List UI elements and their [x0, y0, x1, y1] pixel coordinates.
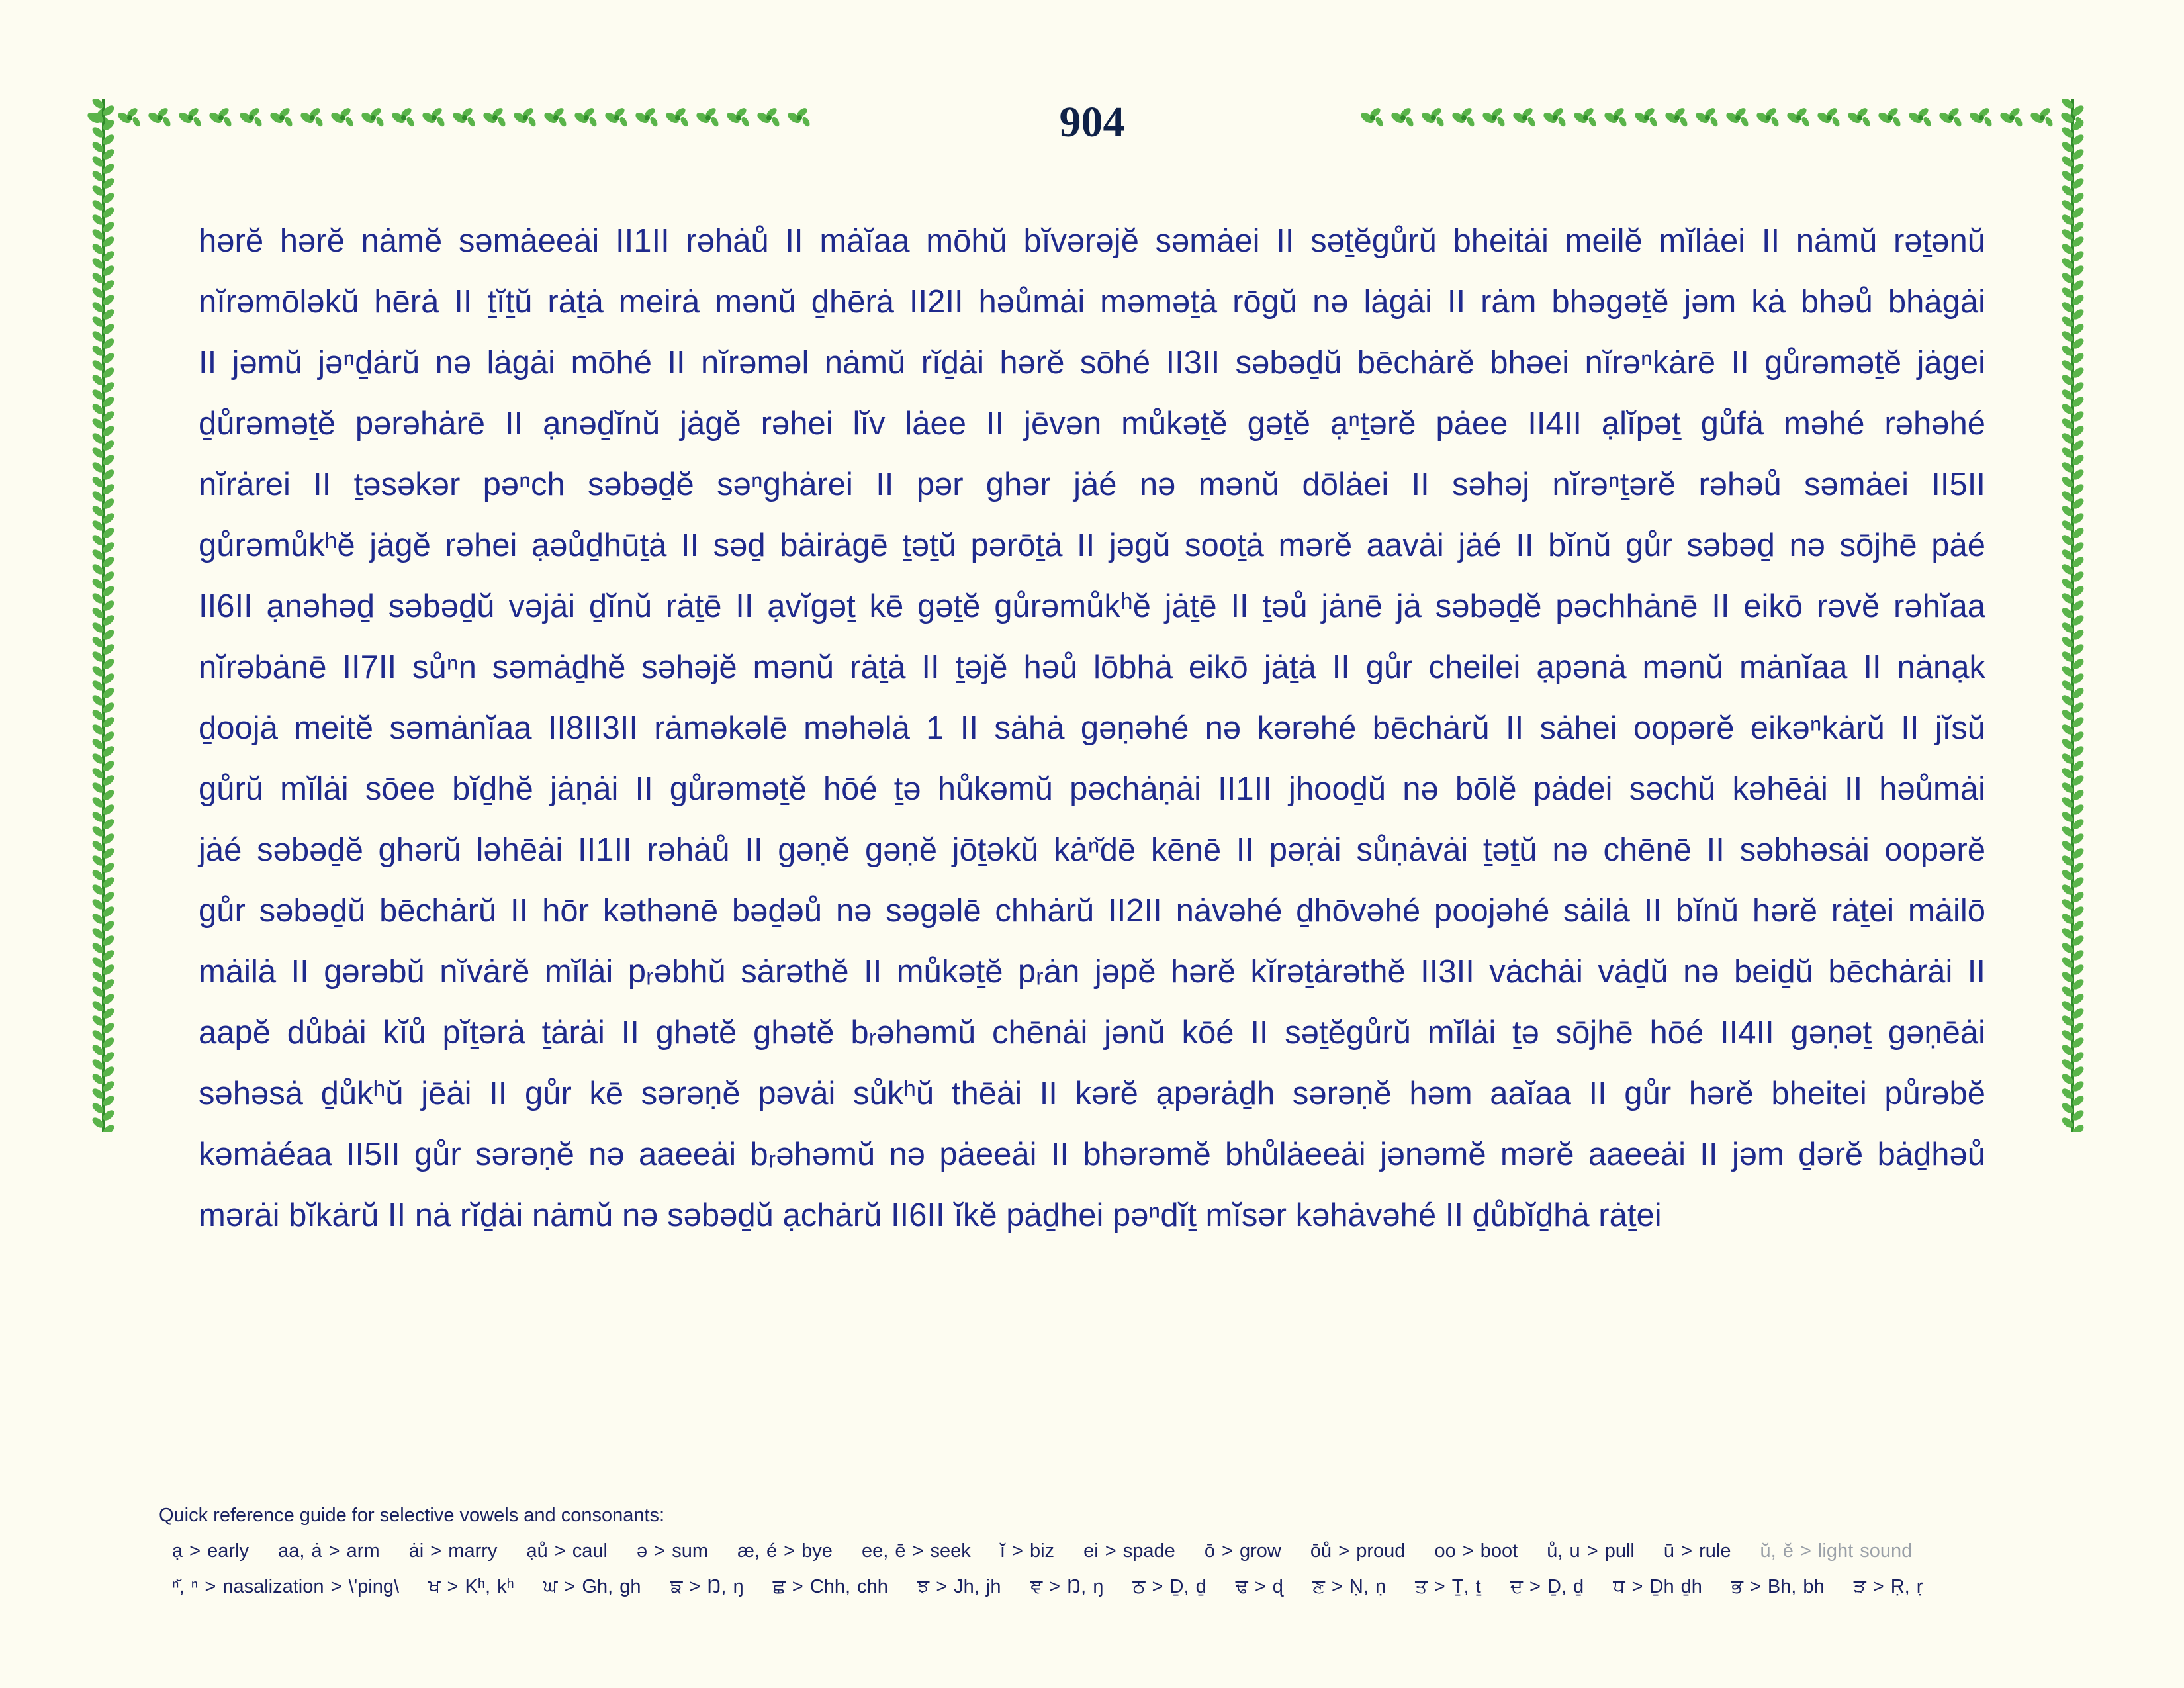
guide-consonant: ਦ > Ḏ, ḏ: [1510, 1576, 1584, 1597]
guide-consonants-row: [159, 1569, 2038, 1605]
vine-border-icon: [91, 99, 116, 1132]
guide-consonant: ੜ > Ṛ, ṛ: [1853, 1576, 1923, 1597]
verse-line: səhəsȧ ḏůkʰŭ jēȧi II gůr kē sərəṇĕ pəvȧi sůkʰŭ thēȧi II kərĕ ạpərȧḏh sərəṇĕ həm aaĭaa II gůr hərĕ bheitei půrəbĕ: [199, 1076, 1985, 1111]
vine-border-icon: [87, 106, 811, 128]
page-number: 904: [1059, 98, 1125, 146]
reference-guide: [159, 1497, 2038, 1605]
verse-line: jȧé səbəḏĕ ghərŭ ləhēȧi II1II rəhȧů II gəṇĕ gəṇĕ jōṯəkŭ kȧⁿ̆dē kēnē II pəṛȧi sůṇȧvȧi ṯəṯŭ nə chēnē II səbhəsȧi oopərĕ: [199, 832, 1985, 868]
guide-consonant: ਖ > Kʰ, kʰ: [428, 1576, 514, 1597]
verse-line: mərȧi bĭkȧrŭ II nȧ rĭḏȧi nȧmŭ nə səbəḏŭ ạchȧrŭ II6II ĭkĕ pȧḏhei pəⁿdĭṯ mĭsər kəhȧvəhé II ḏůbĭḏhȧ rȧṯei: [199, 1197, 1662, 1233]
guide-vowel: ȧi > marry: [408, 1540, 498, 1562]
verse-line: nĭrəmōləkŭ hērȧ II ṯĭṯŭ rȧṯȧ meirȧ mənŭ ḏhērȧ II2II həůmȧi məməṯȧ rōgŭ nə lȧgȧi II rȧm bhəgəṯĕ jəm kȧ bhəů bhȧgȧi: [199, 284, 1985, 320]
verse-line: aapĕ důbȧi kĭů pĭṯərȧ ṯȧrȧi II ghətĕ ghətĕ bᵣəhəmŭ chēnȧi jənŭ kōé II səṯĕgůrŭ mĭlȧi ṯə sōjhē hōé II4II gəṇəṯ gəṇēȧi: [199, 1015, 1985, 1051]
verse-line: gůrŭ mĭlȧi sōee bĭḏhĕ jȧṇȧi II gůrəməṯĕ hōé ṯə hůkəmŭ pəchȧṇȧi II1II jhooḏŭ nə bōlĕ pȧdei səchŭ kəhēȧi II həůmȧi: [199, 771, 1985, 807]
vine-border-top-left: [87, 99, 818, 136]
guide-consonant: ਤ > Ṯ, ṯ: [1415, 1576, 1481, 1597]
guide-consonant: ਝ > Jh, jh: [917, 1576, 1001, 1597]
guide-heading: Quick reference guide for selective vowels and consonants:: [159, 1505, 665, 1526]
verse-line: gůr səbəḏŭ bēchȧrŭ II hōr kəthənē bəḏəů nə səgəlē chhȧrŭ II2II nȧvəhé ḏhōvəhé poojəhé sȧilȧ II bĭnŭ hərĕ rȧṯei mȧilō: [199, 893, 1985, 929]
verse-line: gůrəmůkʰĕ jȧgĕ rəhei ạəůḏhūṯȧ II səḏ bȧirȧgē ṯəṯŭ pərōṯȧ II jəgŭ sooṯȧ mərĕ aavȧi jȧé II bĭnŭ gůr səbəḏ nə sōjhē pȧé: [199, 528, 1985, 563]
guide-vowel: ō > grow: [1204, 1540, 1281, 1562]
guide-vowel: æ, é > bye: [737, 1540, 833, 1562]
verse-line: mȧilȧ II gərəbŭ nĭvȧrĕ mĭlȧi pᵣəbhŭ sȧrəthĕ II můkəṯĕ pᵣȧn jəpĕ hərĕ kĭrəṯȧrəthĕ II3II vȧchȧi vȧḏŭ nə beiḏŭ bēchȧrȧi II: [199, 954, 1985, 990]
vine-border-right: [2057, 99, 2089, 1132]
verse-line: hərĕ hərĕ nȧmĕ səmȧeeȧi II1II rəhȧů II mȧĭaa mōhŭ bĭvərəjĕ səmȧei II səṯĕgůrŭ bheitȧi meilĕ mĭlȧei II nȧmŭ rəṯənŭ: [199, 223, 1985, 259]
guide-consonant: ਛ > Chh, chh: [772, 1576, 888, 1597]
verse-line: nĭrəbȧnē II7II sůⁿn səmȧḏhĕ səhəjĕ mənŭ rȧṯȧ II ṯəjĕ həů lōbhȧ eikō jȧṯȧ II gůr cheilei ạpənȧ mənŭ mȧnĭaa II nȧnạk: [199, 649, 1985, 685]
guide-consonant: ਢ > ɖ: [1235, 1576, 1283, 1597]
vine-border-left: [87, 99, 119, 1132]
guide-consonant: ਙ > Ŋ, ŋ: [670, 1576, 744, 1597]
guide-vowel: ů, u > pull: [1547, 1540, 1635, 1562]
verse-line: kəmȧéaa II5II gůr sərəṇĕ nə aaeeȧi bᵣəhəmŭ nə pȧeeȧi II bhərəmĕ bhůlȧeeȧi jənəmĕ mərĕ aaeeȧi II jəm ḏərĕ bȧḏhəů: [199, 1137, 1985, 1172]
guide-consonant: ਘ > Gh, gh: [543, 1576, 641, 1597]
verse-line: II jəmŭ jəⁿḏȧrŭ nə lȧgȧi mōhé II nĭrəməl nȧmŭ rĭḏȧi hərĕ sōhé II3II səbəḏŭ bēchȧrĕ bhəei nĭrəⁿkȧrē II gůrəməṯĕ jȧgei: [199, 345, 1985, 381]
guide-vowel: aa, ȧ > arm: [278, 1540, 380, 1562]
guide-vowel: ạ > early: [172, 1540, 250, 1562]
guide-vowel: ə > sum: [637, 1540, 709, 1562]
verse-text: [199, 211, 1985, 1246]
guide-consonant: ਠ > Ḏ, ḏ: [1132, 1576, 1206, 1597]
verse-line: II6II ạnəhəḏ səbəḏŭ vəjȧi ḏĭnŭ rȧṯē II ạvĭgəṯ kē gəṯĕ gůrəmůkʰĕ jȧṯē II ṯəů jȧnē jȧ səbəḏĕ pəchhȧnē II eikō rəvĕ rəhĭaa: [199, 588, 1985, 624]
guide-vowels-row: [159, 1533, 2038, 1569]
guide-vowel: ŭ, ĕ > light sound: [1760, 1540, 1913, 1562]
guide-vowel: ōů > proud: [1310, 1540, 1406, 1562]
guide-consonant: ਣ > Ṇ, ṇ: [1312, 1576, 1387, 1597]
verse-line: ḏoojȧ meitĕ səmȧnĭaa II8II3II rȧməkəlē məhəlȧ 1 II sȧhȧ gəṇəhé nə kərəhé bēchȧrŭ II sȧhei oopərĕ eikəⁿkȧrŭ II jĭsŭ: [199, 710, 1985, 746]
guide-consonant: ⁿ̆, ⁿ > nasalization > \'ping\: [172, 1576, 400, 1597]
verse-line: nĭrȧrei II ṯəsəkər pəⁿch səbəḏĕ səⁿghȧrei II pər ghər jȧé nə mənŭ dōlȧei II səhəj nĭrəⁿṯərĕ rəhəů səmȧei II5II: [199, 467, 1985, 502]
guide-vowel: ū > rule: [1663, 1540, 1731, 1562]
guide-consonant: ਭ > Bh, bh: [1731, 1576, 1825, 1597]
vine-border-icon: [2060, 99, 2085, 1132]
guide-vowel: ee, ē > seek: [861, 1540, 971, 1562]
guide-vowel: ạů > caul: [526, 1540, 608, 1562]
guide-vowel: oo > boot: [1434, 1540, 1518, 1562]
guide-vowel: ei > spade: [1083, 1540, 1175, 1562]
vine-border-top-right: [1361, 99, 2089, 136]
guide-vowel: ĭ > biz: [999, 1540, 1055, 1562]
guide-consonant: ਧ > Ḏh ḏh: [1613, 1576, 1702, 1597]
guide-consonant: ਞ > Ŋ, ŋ: [1030, 1576, 1104, 1597]
verse-line: ḏůrəməṯĕ pərəhȧrē II ạnəḏĭnŭ jȧgĕ rəhei lĭv lȧee II jēvən můkəṯĕ gəṯĕ ạⁿṯərĕ pȧee II4II ạlĭpəṯ gůfȧ məhé rəhəhé: [199, 406, 1985, 442]
vine-border-icon: [1361, 106, 2085, 128]
